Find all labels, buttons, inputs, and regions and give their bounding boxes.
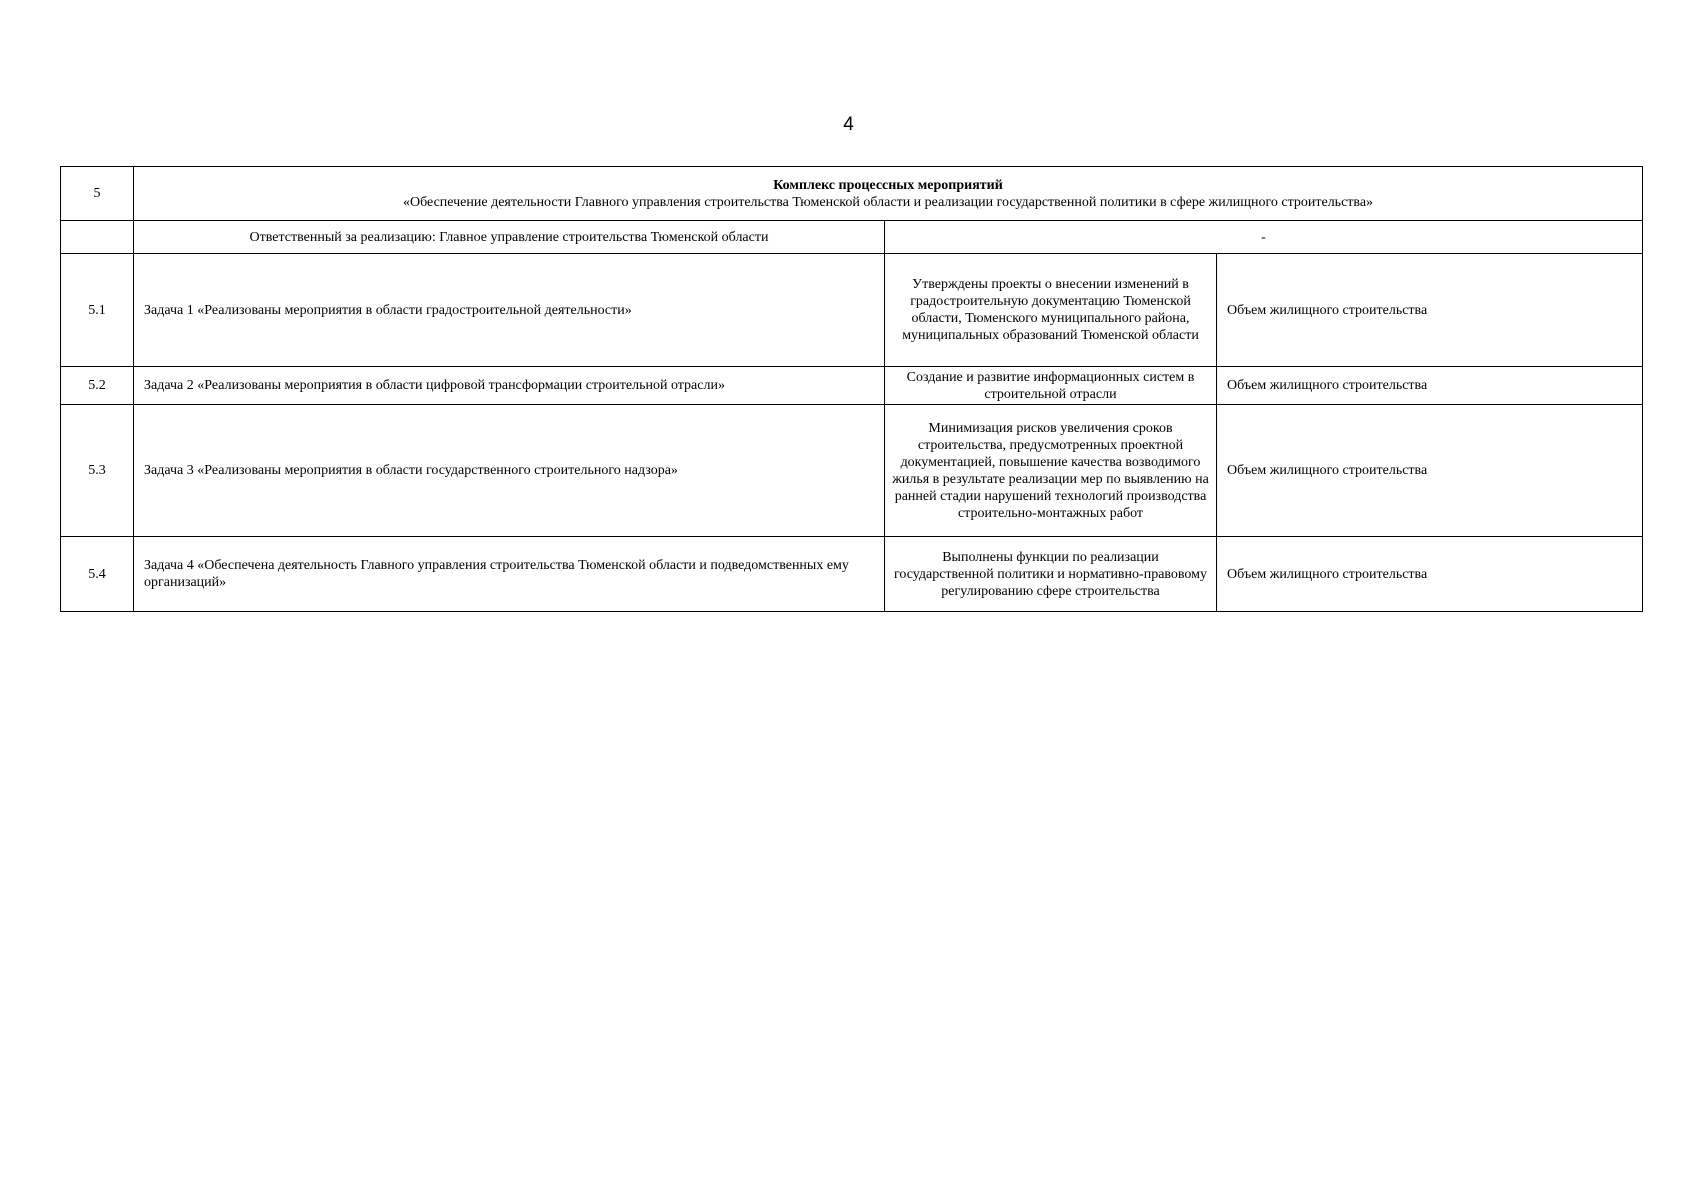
task-result: Выполнены функции по реализации государственной политики и нормативно-правовому регулированию сфере строительства xyxy=(885,537,1217,612)
responsible-value: - xyxy=(885,221,1643,254)
task-indicator: Объем жилищного строительства xyxy=(1217,405,1643,537)
page-number: 4 xyxy=(843,114,854,135)
complex-header-row xyxy=(61,167,1643,221)
task-indicator: Объем жилищного строительства xyxy=(1217,254,1643,367)
task-result: Утверждены проекты о внесении изменений в градостроительную документацию Тюменской области, Тюменского муниципального района, муниципальных образований Тюменской области xyxy=(885,254,1217,367)
task-description: Задача 1 «Реализованы мероприятия в области градостроительной деятельности» xyxy=(134,254,885,367)
complex-title: Комплекс процессных мероприятий xyxy=(773,177,1003,193)
task-description: Задача 3 «Реализованы мероприятия в области государственного строительного надзора» xyxy=(134,405,885,537)
complex-heading-cell xyxy=(134,167,1643,221)
responsible-label: Ответственный за реализацию: Главное управление строительства Тюменской области xyxy=(134,221,885,254)
table-row xyxy=(61,537,1643,612)
task-indicator: Объем жилищного строительства xyxy=(1217,537,1643,612)
task-number: 5.4 xyxy=(61,537,134,612)
task-number: 5.3 xyxy=(61,405,134,537)
task-description: Задача 4 «Обеспечена деятельность Главного управления строительства Тюменской области и подведомственных ему организаций» xyxy=(134,537,885,612)
complex-subtitle: «Обеспечение деятельности Главного управления строительства Тюменской области и реализации государственной политики в сфере жилищного строительства» xyxy=(402,194,1374,210)
task-description: Задача 2 «Реализованы мероприятия в области цифровой трансформации строительной отрасли» xyxy=(134,367,885,405)
process-measures-table xyxy=(60,166,1643,612)
complex-number: 5 xyxy=(61,167,134,221)
task-number: 5.2 xyxy=(61,367,134,405)
responsible-row xyxy=(61,221,1643,254)
task-number: 5.1 xyxy=(61,254,134,367)
task-result: Минимизация рисков увеличения сроков строительства, предусмотренных проектной документацией, повышение качества возводимого жилья в результате реализации мер по выявлению на ранней стадии нарушений технологий производства строительно-монтажных работ xyxy=(885,405,1217,537)
table-row xyxy=(61,367,1643,405)
responsible-number-cell xyxy=(61,221,134,254)
task-indicator: Объем жилищного строительства xyxy=(1217,367,1643,405)
table-row xyxy=(61,254,1643,367)
task-result: Создание и развитие информационных систем в строительной отрасли xyxy=(885,367,1217,405)
table-row xyxy=(61,405,1643,537)
